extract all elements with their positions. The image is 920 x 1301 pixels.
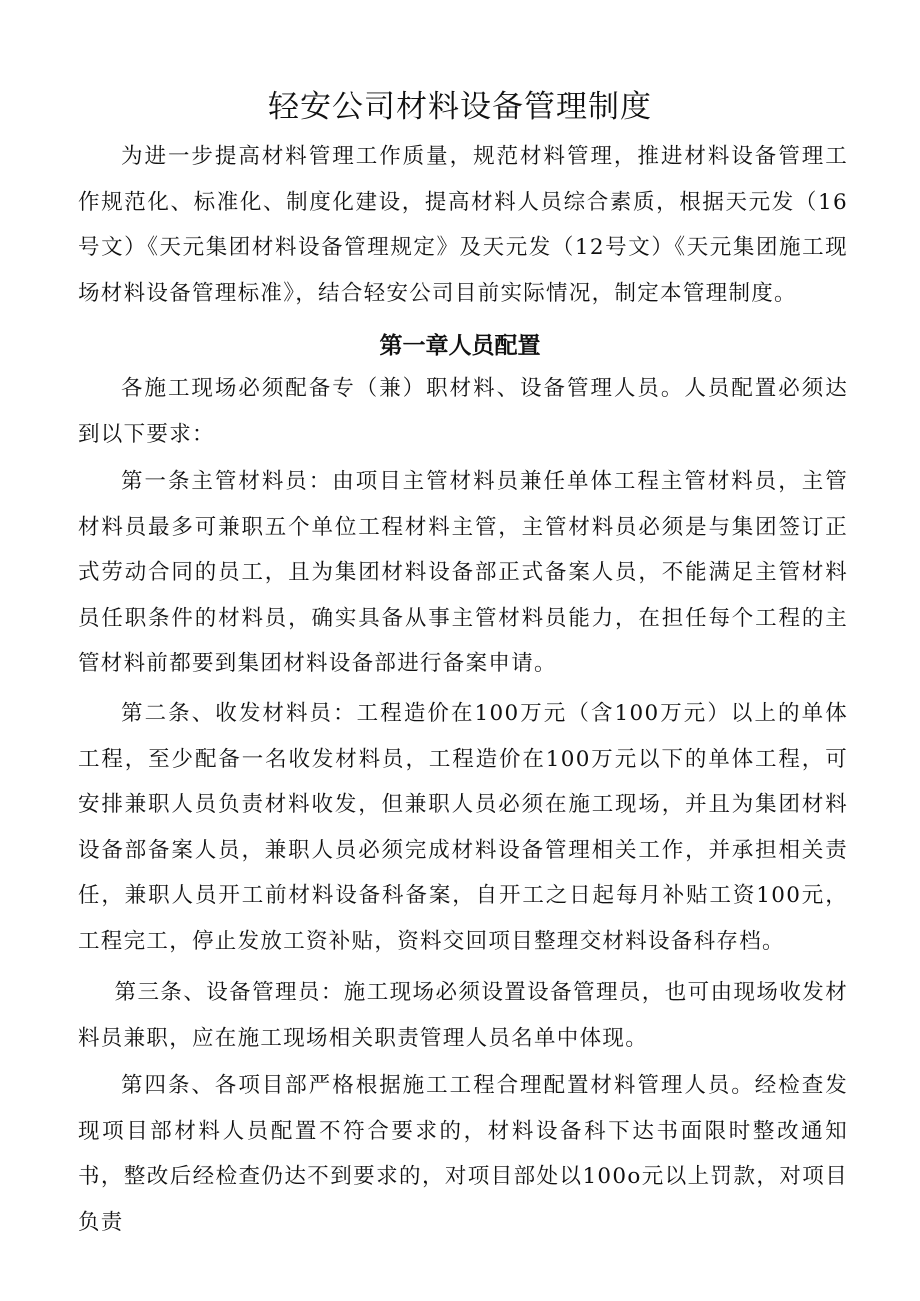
article-4-paragraph: 第四条、各项目部严格根据施工工程合理配置材料管理人员。经检查发现项目部材料人员配置不符合要求的，材料设备科下达书面限时整改通知书，整改后经检查仍达不到要求的，对项目部处以100o元以上罚款，对项目负责 [78, 1073, 848, 1235]
chapter-heading: 第一章人员配置 [379, 333, 541, 359]
document-title: 轻安公司材料设备管理制度 [268, 89, 652, 125]
article-1-paragraph: 第一条主管材料员：由项目主管材料员兼任单体工程主管材料员，主管材料员最多可兼职五个单位工程材料主管，主管材料员必须是与集团签订正式劳动合同的员工，且为集团材料设备部正式备案人员，不能满足主管材料员任职条件的材料员，确实具备从事主管材料员能力，在担任每个工程的主管材料前都要到集团材料设备部进行备案申请。 [78, 469, 848, 676]
intro-paragraph: 为进一步提高材料管理工作质量，规范材料管理，推进材料设备管理工作规范化、标准化、制度化建设，提高材料人员综合素质，根据天元发（16号文）《天元集团材料设备管理规定》及天元发（12号文）《天元集团施工现场材料设备管理标准》，结合轻安公司目前实际情况，制定本管理制度。 [78, 144, 848, 306]
article-2-paragraph: 第二条、收发材料员：工程造价在100万元（含100万元）以上的单体工程，至少配备一名收发材料员，工程造价在100万元以下的单体工程，可安排兼职人员负责材料收发，但兼职人员必须在施工现场，并且为集团材料设备部备案人员，兼职人员必须完成材料设备管理相关工作，并承担相关责任，兼职人员开工前材料设备科备案，自开工之日起每月补贴工资100元，工程完工，停止发放工资补贴，资料交回项目整理交材料设备科存档。 [78, 701, 848, 954]
chapter-preface-paragraph: 各施工现场必须配备专（兼）职材料、设备管理人员。人员配置必须达到以下要求： [78, 376, 848, 447]
article-3-paragraph: 第三条、设备管理员：施工现场必须设置设备管理员，也可由现场收发材料员兼职，应在施工现场相关职责管理人员名单中体现。 [78, 980, 848, 1051]
